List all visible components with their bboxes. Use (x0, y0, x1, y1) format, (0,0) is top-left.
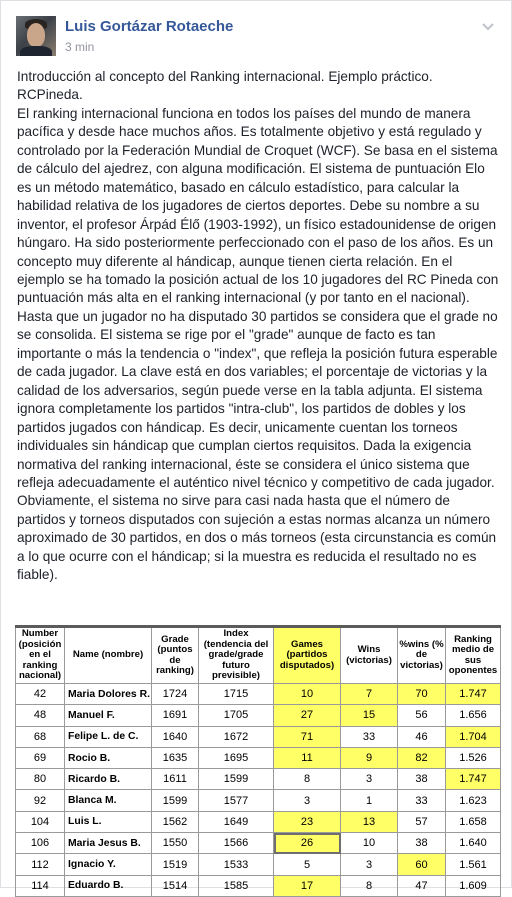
cell-number: 104 (16, 811, 65, 832)
cell-grade: 1519 (152, 854, 199, 875)
table-row (16, 769, 501, 790)
cell-name: Manuel F. (65, 705, 152, 726)
cell-avg-opponents: 1.526 (446, 747, 501, 768)
cell-pct-wins: 60 (398, 854, 446, 875)
cell-grade: 1611 (152, 769, 199, 790)
header-avg-opponents: Ranking medio de sus oponentes (446, 627, 501, 684)
header-grade: Grade (puntos de ranking) (152, 627, 199, 684)
cell-grade: 1691 (152, 705, 199, 726)
chevron-down-icon[interactable] (481, 19, 495, 33)
table-row (16, 833, 501, 854)
post-timestamp[interactable]: 3 min (65, 40, 95, 54)
cell-wins: 3 (341, 769, 398, 790)
cell-wins: 15 (341, 705, 398, 726)
cell-avg-opponents: 1.640 (446, 833, 501, 854)
cell-name: Luis L. (65, 811, 152, 832)
cell-wins: 8 (341, 875, 398, 896)
cell-wins: 3 (341, 854, 398, 875)
table-row (16, 726, 501, 747)
cell-games: 17 (274, 875, 341, 896)
cell-index: 1715 (199, 684, 274, 705)
table-row (16, 811, 501, 832)
cell-number: 69 (16, 747, 65, 768)
cell-wins: 9 (341, 747, 398, 768)
header-number: Number (posición en el ranking nacional) (16, 627, 65, 684)
cell-index: 1533 (199, 854, 274, 875)
cell-avg-opponents: 1.609 (446, 875, 501, 896)
cell-index: 1585 (199, 875, 274, 896)
cell-name: Maria Dolores R. (65, 684, 152, 705)
cell-number: 112 (16, 854, 65, 875)
cell-wins: 13 (341, 811, 398, 832)
header-games: Games (partidos disputados) (274, 627, 341, 684)
cell-avg-opponents: 1.561 (446, 854, 501, 875)
cell-number: 92 (16, 790, 65, 811)
cell-name: Blanca M. (65, 790, 152, 811)
cell-index: 1672 (199, 726, 274, 747)
cell-grade: 1550 (152, 833, 199, 854)
cell-games: 27 (274, 705, 341, 726)
cell-index: 1705 (199, 705, 274, 726)
cell-grade: 1562 (152, 811, 199, 832)
cell-grade: 1724 (152, 684, 199, 705)
table-row (16, 790, 501, 811)
cell-name: Rocio B. (65, 747, 152, 768)
avatar[interactable] (16, 16, 56, 56)
cell-pct-wins: 47 (398, 875, 446, 896)
table-header-row (16, 627, 501, 684)
cell-pct-wins: 46 (398, 726, 446, 747)
cell-avg-opponents: 1.656 (446, 705, 501, 726)
table-row (16, 684, 501, 705)
cell-avg-opponents: 1.658 (446, 811, 501, 832)
cell-number: 80 (16, 769, 65, 790)
table-row (16, 854, 501, 875)
avatar-body (20, 46, 52, 56)
cell-name: Ricardo B. (65, 769, 152, 790)
cell-games: 11 (274, 747, 341, 768)
cell-avg-opponents: 1.747 (446, 769, 501, 790)
cell-games: 71 (274, 726, 341, 747)
cell-pct-wins: 82 (398, 747, 446, 768)
cell-games: 5 (274, 854, 341, 875)
cell-pct-wins: 33 (398, 790, 446, 811)
cell-grade: 1514 (152, 875, 199, 896)
cell-avg-opponents: 1.704 (446, 726, 501, 747)
cell-wins: 7 (341, 684, 398, 705)
cell-games: 10 (274, 684, 341, 705)
cell-index: 1695 (199, 747, 274, 768)
cell-index: 1599 (199, 769, 274, 790)
ranking-table (15, 625, 501, 897)
cell-wins: 1 (341, 790, 398, 811)
table-row (16, 747, 501, 768)
post-author-name[interactable]: Luis Gortázar Rotaeche (65, 18, 234, 35)
cell-number: 42 (16, 684, 65, 705)
cell-grade: 1635 (152, 747, 199, 768)
cell-pct-wins: 38 (398, 769, 446, 790)
cell-number: 68 (16, 726, 65, 747)
cell-index: 1649 (199, 811, 274, 832)
header-index: Index (tendencia del grade/grade futuro previsible) (199, 627, 274, 684)
cell-grade: 1640 (152, 726, 199, 747)
cell-index: 1577 (199, 790, 274, 811)
cell-games: 23 (274, 811, 341, 832)
table-body (16, 684, 501, 897)
cell-pct-wins: 57 (398, 811, 446, 832)
cell-wins: 10 (341, 833, 398, 854)
cell-name: Eduardo B. (65, 875, 152, 896)
cell-number: 48 (16, 705, 65, 726)
header-wins: Wins (victorias) (341, 627, 398, 684)
cell-games: 8 (274, 769, 341, 790)
cell-grade: 1599 (152, 790, 199, 811)
cell-games: 3 (274, 790, 341, 811)
table-row (16, 875, 501, 896)
cell-number: 106 (16, 833, 65, 854)
cell-wins: 33 (341, 726, 398, 747)
cell-avg-opponents: 1.623 (446, 790, 501, 811)
post-body-text: Introducción al concepto del Ranking internacional. Ejemplo práctico. RCPineda. El ranking internacional funciona en todos los países del mundo de manera pacífica y desde hace muchos años. Es totalmente objetivo y está regulado y controlado por la Federación Mundial de Croquet (WCF). Se basa en el sistema de cálculo del ajedrez, con alguna modificación. El sistema de puntuación Elo es un método matemático, basado en cálculo estadístico, para calcular la habilidad relativa de los jugadores de ciertos deportes. Debe su nombre a su inventor, el profesor Árpád Élő (1903-1992), un físico estadounidense de origen húngaro. Ha sido posteriormente perfeccionado con el paso de los años. Es un concepto muy diferente al hándicap, aunque tienen cierta relación. En el ejemplo se ha tomado la posición actual de los 10 jugadores del RC Pineda con puntuación más alta en el ranking internacional (y por tanto en el nacional). Hasta que un jugador no ha disputado 30 partidos se considera que el grade no se consolida. El sistema se rige por el "grade" aunque de facto es tan importante o más la tendencia o "index", que refleja la posición futura esperable de cada jugador. La clave está en dos variables; el porcentaje de victorias y la calidad de los adversarios, según puede verse en la tabla adjunta. El sistema ignora completamente los partidos "intra-club", los partidos de dobles y los partidos jugados con hándicap. Es decir, unicamente cuentan los torneos individuales sin hándicap que cumplan ciertos requisitos. Dada la exigencia normativa del ranking internacional, éste se considera el único sistema que refleja adecuadamente el auténtico nivel técnico y competitivo de cada jugador. Obviamente, el sistema no sirve para casi nada hasta que el número de partidos y torneos disputados con sujeción a estas normas alcanza un número aproximado de 30 partidos, en dos o más torneos (esta circunstancia es común a lo que ocurre con el hándicap; si la muestra es reducida el resultado no es fiable). (17, 69, 499, 583)
header-pct-wins: %wins (% de victorias) (398, 627, 446, 684)
avatar-face (27, 23, 45, 47)
cell-games: 26 (274, 833, 341, 854)
header-name: Name (nombre) (65, 627, 152, 684)
table-row (16, 705, 501, 726)
cell-number: 114 (16, 875, 65, 896)
cell-pct-wins: 70 (398, 684, 446, 705)
cell-pct-wins: 38 (398, 833, 446, 854)
cell-name: Maria Jesus B. (65, 833, 152, 854)
cell-avg-opponents: 1.747 (446, 684, 501, 705)
cell-name: Ignacio Y. (65, 854, 152, 875)
cell-name: Felipe L. de C. (65, 726, 152, 747)
cell-pct-wins: 56 (398, 705, 446, 726)
cell-index: 1566 (199, 833, 274, 854)
